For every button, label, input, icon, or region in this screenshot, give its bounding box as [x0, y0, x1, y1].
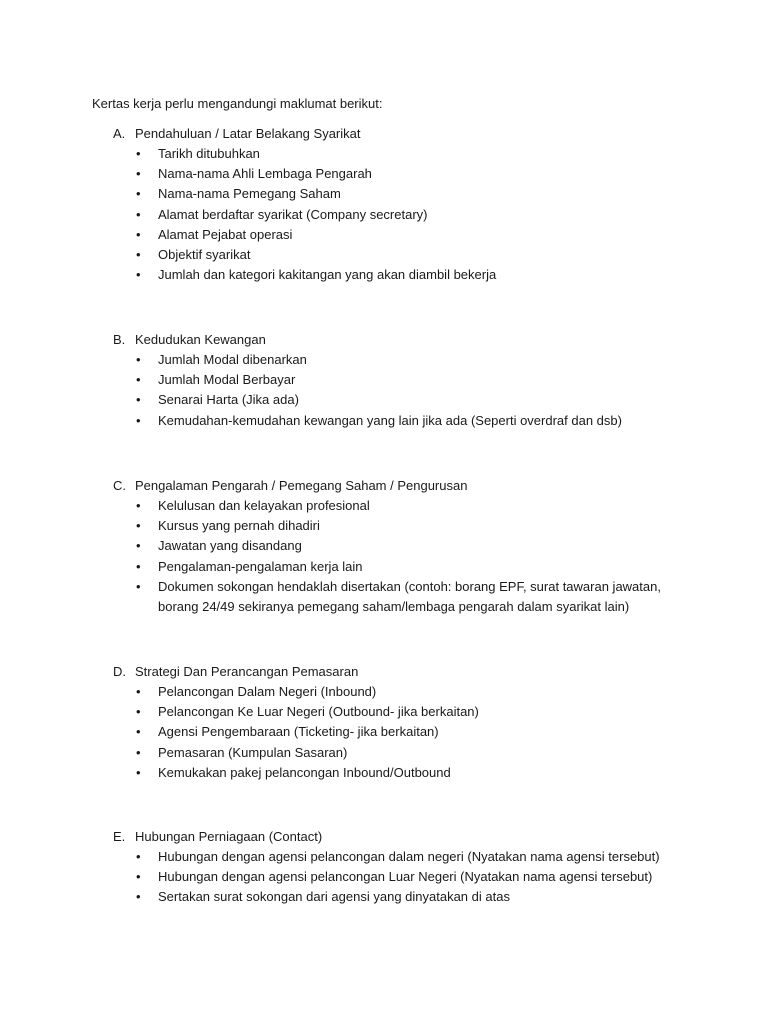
list-item [0, 722, 768, 742]
list-item-text: Objektif syarikat [158, 247, 251, 263]
section-b [0, 330, 768, 431]
intro-text: Kertas kerja perlu mengandungi maklumat berikut: [92, 96, 383, 111]
list-item-text: Jumlah Modal dibenarkan [158, 352, 307, 367]
list-item [0, 496, 768, 516]
section-title: Hubungan Perniagaan (Contact) [135, 829, 323, 844]
section-a [0, 124, 768, 285]
section-heading [0, 476, 768, 496]
list-item [0, 205, 768, 225]
section-title: Pengalaman Pengarah / Pemegang Saham / Pengurusan [135, 478, 468, 493]
section-heading [0, 124, 768, 144]
list-item [0, 516, 768, 536]
list-item-text: Alamat Pejabat operasi [158, 226, 293, 242]
section-heading [0, 827, 768, 847]
bullet-icon: • [136, 518, 141, 534]
bullet-icon: • [136, 558, 141, 574]
list-item-text: Hubungan dengan agensi pelancongan dalam negeri (Nyatakan nama agensi tersebut) [158, 849, 660, 864]
list-item-text: Jumlah dan kategori kakitangan yang akan diambil bekerja [158, 267, 497, 283]
list-item-text: Kemukakan pakej pelancongan Inbound/Outbound [158, 764, 451, 780]
bullet-icon: • [136, 538, 141, 554]
section-title: Strategi Dan Perancangan Pemasaran [135, 664, 359, 679]
list-item [0, 763, 768, 783]
bullet-list [0, 682, 768, 783]
bullet-icon: • [136, 226, 141, 242]
list-item [0, 164, 768, 184]
list-item-text: Hubungan dengan agensi pelancongan Luar Negeri (Nyatakan nama agensi tersebut) [158, 869, 653, 885]
list-item [0, 536, 768, 556]
bullet-icon: • [136, 247, 141, 263]
section-title: Pendahuluan / Latar Belakang Syarikat [135, 126, 361, 141]
list-item [0, 370, 768, 390]
list-item-text: Jawatan yang disandang [158, 538, 302, 554]
list-item-text: Nama-nama Pemegang Saham [158, 186, 341, 202]
section-c [0, 476, 768, 617]
list-item [0, 184, 768, 204]
list-item [0, 265, 768, 285]
bullet-icon: • [136, 267, 141, 283]
list-item-text: Pengalaman-pengalaman kerja lain [158, 558, 363, 574]
list-item [0, 225, 768, 245]
section-e [0, 827, 768, 908]
section-letter: A. [113, 126, 126, 141]
list-item [0, 557, 768, 577]
list-item-text: Kemudahan-kemudahan kewangan yang lain jika ada (Seperti overdraf dan dsb) [158, 412, 622, 428]
bullet-list [0, 144, 768, 285]
list-item-text: Pelancongan Dalam Negeri (Inbound) [158, 684, 377, 699]
list-item [0, 411, 768, 431]
bullet-icon: • [136, 684, 141, 699]
section-heading [0, 330, 768, 350]
bullet-list [0, 847, 768, 908]
bullet-icon: • [136, 186, 141, 202]
bullet-icon: • [136, 889, 141, 905]
bullet-icon: • [136, 578, 141, 594]
list-item-text: Alamat berdaftar syarikat (Company secretary) [158, 206, 428, 222]
list-item [0, 144, 768, 164]
list-item-text: Sertakan surat sokongan dari agensi yang dinyatakan di atas [158, 889, 510, 905]
list-item [0, 577, 768, 617]
list-item [0, 887, 768, 907]
bullet-icon: • [136, 206, 141, 222]
section-title: Kedudukan Kewangan [135, 332, 266, 347]
list-item-text: Pemasaran (Kumpulan Sasaran) [158, 744, 348, 760]
bullet-icon: • [136, 849, 141, 864]
list-item-text: Dokumen sokongan hendaklah disertakan (contoh: borang EPF, surat tawaran jawatan, borang 24/49 sekiranya pemegang saham/lembaga pengarah dalam syarikat lain) [158, 578, 661, 615]
list-item-text: Kelulusan dan kelayakan profesional [158, 498, 370, 513]
bullet-icon: • [136, 372, 141, 388]
list-item [0, 245, 768, 265]
bullet-icon: • [136, 764, 141, 780]
section-d [0, 662, 768, 783]
section-letter: B. [113, 332, 126, 347]
section-heading [0, 662, 768, 682]
bullet-icon: • [136, 392, 141, 408]
bullet-list [0, 496, 768, 617]
list-item-text: Pelancongan Ke Luar Negeri (Outbound- jika berkaitan) [158, 704, 479, 720]
list-item-text: Tarikh ditubuhkan [158, 146, 260, 161]
section-letter: E. [113, 829, 126, 844]
list-item [0, 350, 768, 370]
bullet-icon: • [136, 498, 141, 513]
bullet-icon: • [136, 352, 141, 367]
list-item-text: Kursus yang pernah dihadiri [158, 518, 320, 534]
bullet-icon: • [136, 412, 141, 428]
bullet-icon: • [136, 869, 141, 885]
bullet-icon: • [136, 704, 141, 720]
section-letter: D. [113, 664, 126, 679]
bullet-icon: • [136, 146, 141, 161]
bullet-icon: • [136, 166, 141, 182]
list-item-text: Nama-nama Ahli Lembaga Pengarah [158, 166, 372, 182]
list-item-text: Jumlah Modal Berbayar [158, 372, 296, 388]
list-item [0, 847, 768, 867]
bullet-icon: • [136, 724, 141, 740]
list-item [0, 702, 768, 722]
bullet-list [0, 350, 768, 431]
list-item [0, 682, 768, 702]
list-item [0, 867, 768, 887]
list-item-text: Senarai Harta (Jika ada) [158, 392, 299, 408]
list-item-text: Agensi Pengembaraan (Ticketing- jika berkaitan) [158, 724, 439, 740]
bullet-icon: • [136, 744, 141, 760]
list-item [0, 743, 768, 763]
section-letter: C. [113, 478, 126, 493]
list-item [0, 390, 768, 410]
